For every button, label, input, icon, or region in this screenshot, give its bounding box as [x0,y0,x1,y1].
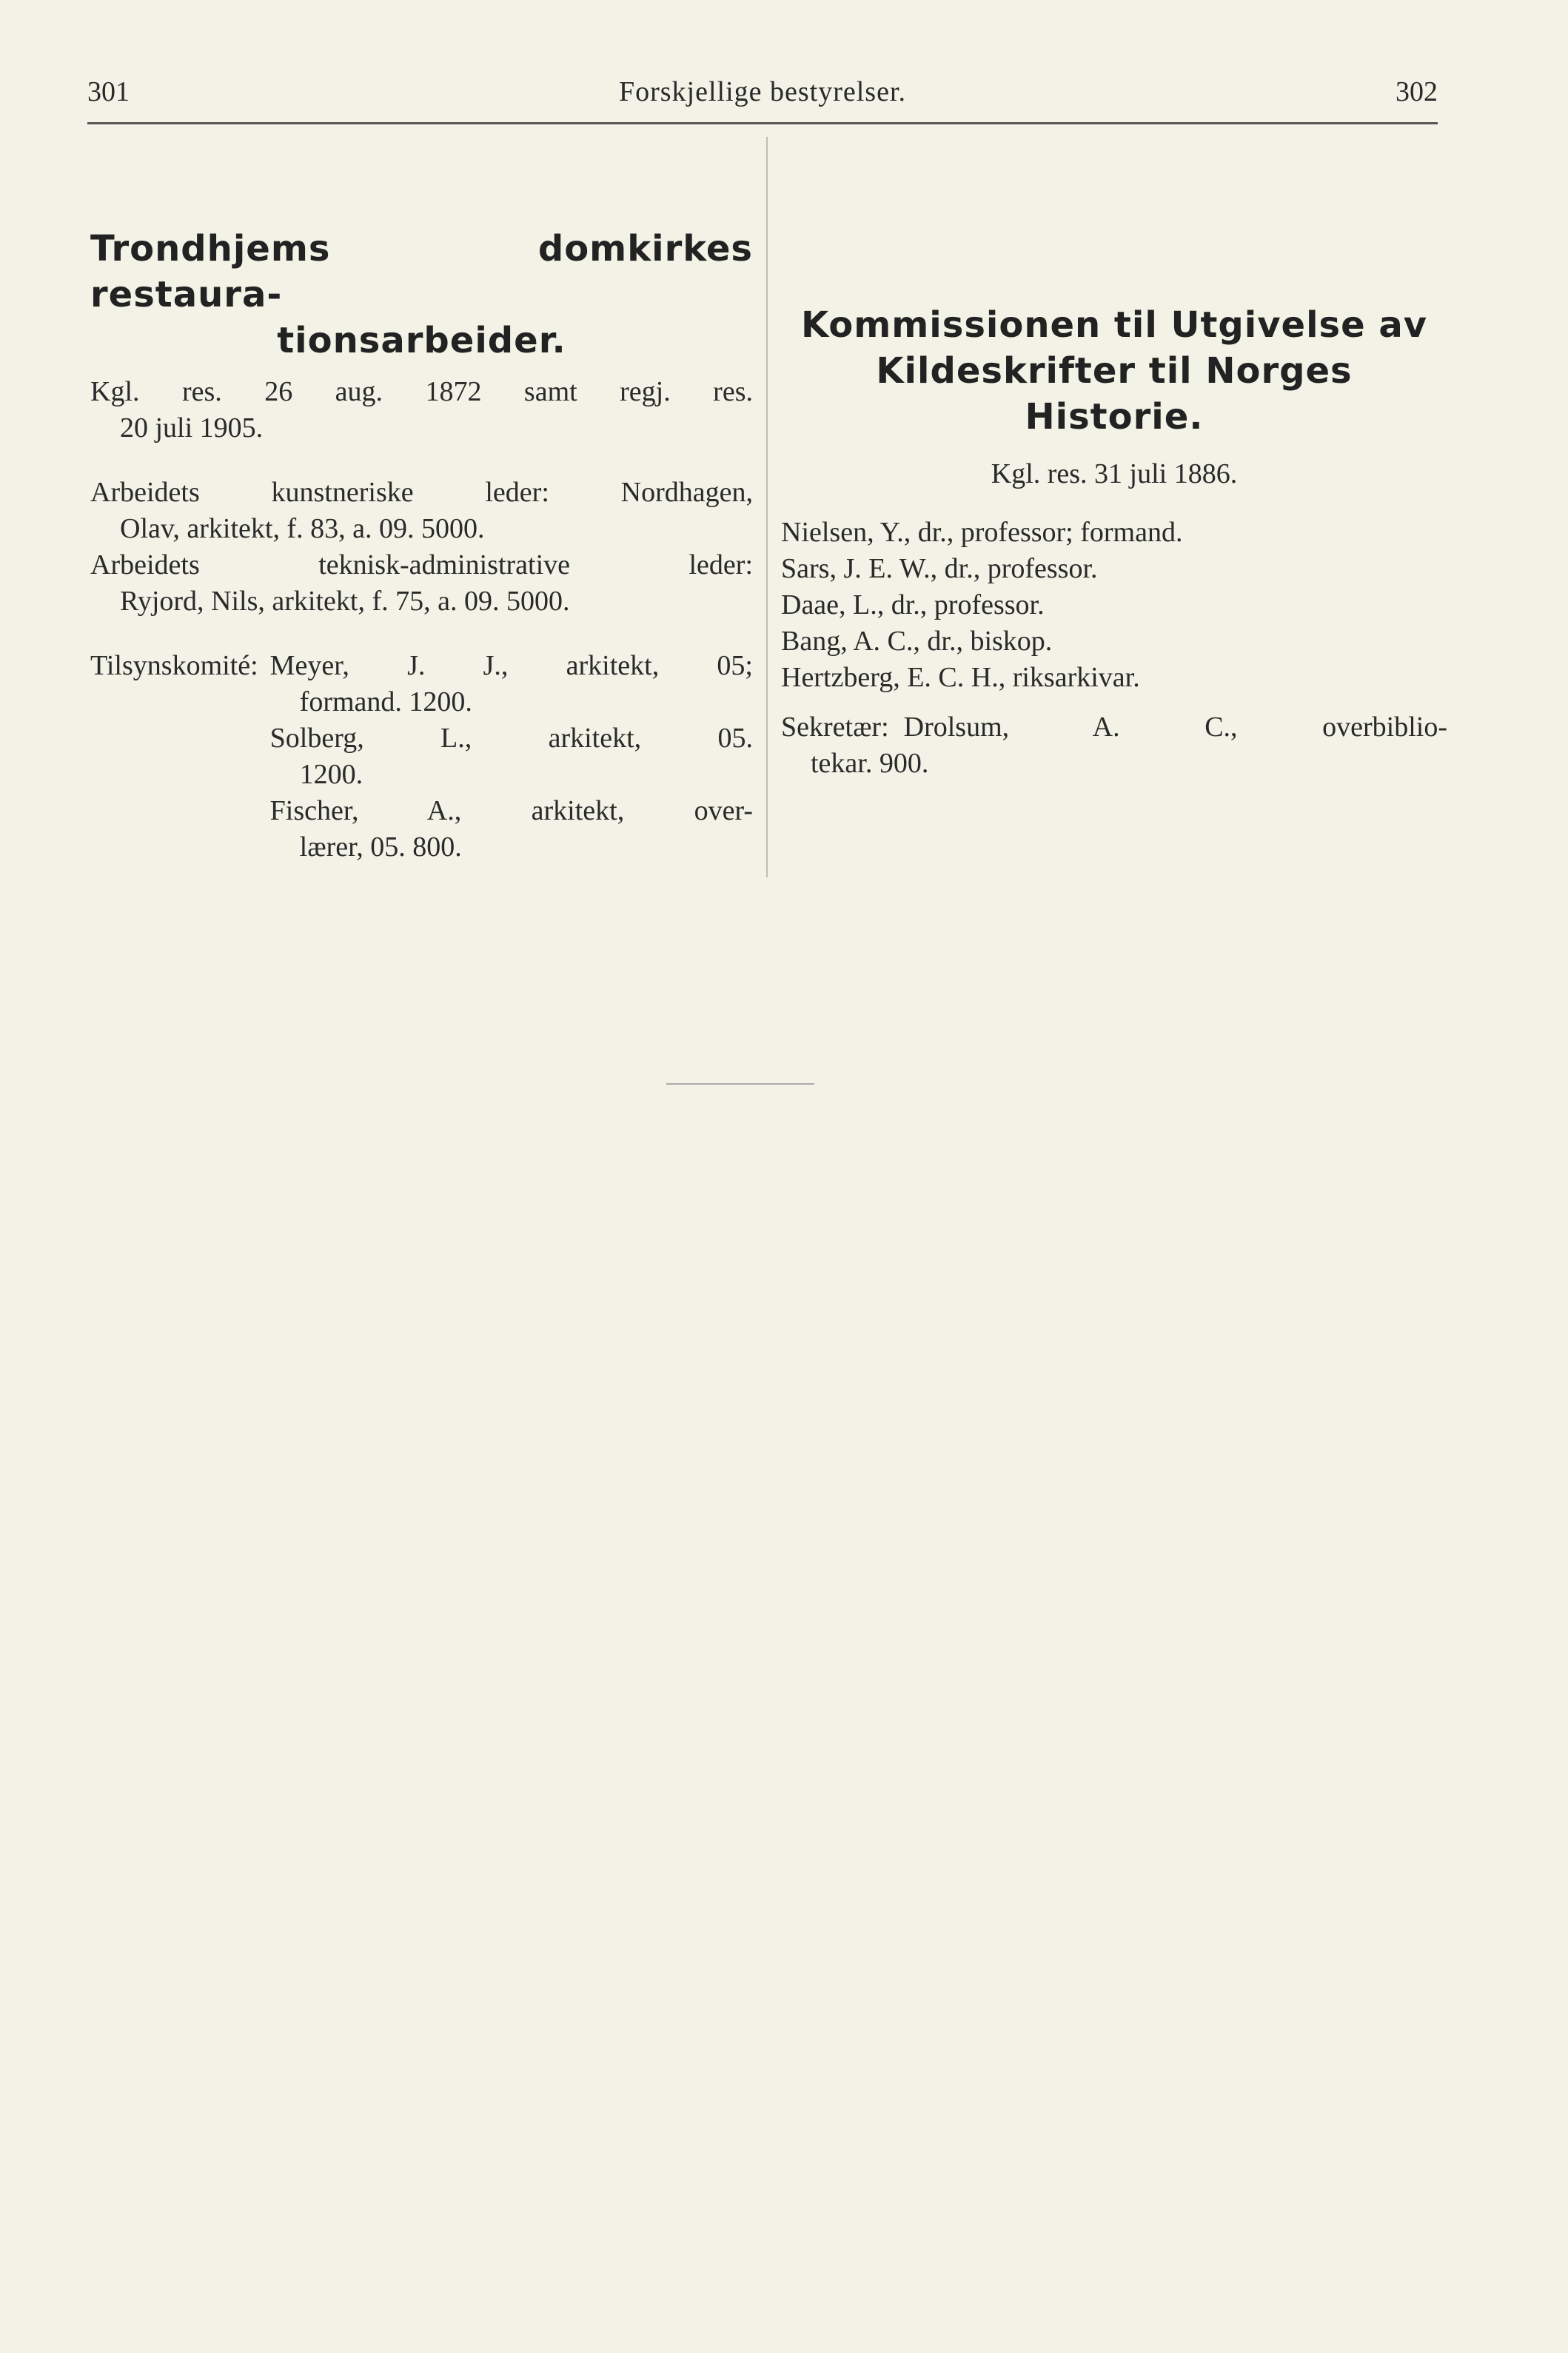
right-title-line2: Kildeskrifter til Norges Historie. [876,350,1353,438]
leader2-line2: Ryjord, Nils, arkitekt, f. 75, a. 09. 5000. [120,586,570,617]
leader1-line1: Arbeidets kunstneriske leder: Nordhagen, [90,477,753,508]
left-res-line1: Kgl. res. 26 aug. 1872 samt regj. res. [90,376,753,407]
committee-member-line1: Meyer, J. J., arkitekt, 05; [269,650,753,681]
member-line: Sars, J. E. W., dr., professor. [781,553,1098,584]
left-column [90,226,753,866]
secretary-block [781,709,1447,746]
running-title: Forskjellige bestyrelser. [618,76,907,107]
committee-member-line2: formand. 1200. [299,686,472,717]
committee-block [90,648,753,866]
secretary-label: Sekretær: [781,712,889,743]
header-rule [87,122,1438,124]
member-line: Hertzberg, E. C. H., riksarkivar. [781,662,1140,693]
right-column [781,302,1447,782]
committee-member-line2: 1200. [299,759,363,790]
page-number-right: 302 [1396,76,1438,107]
left-section-title [90,226,753,364]
left-title-line2: tionsarbeider. [277,320,566,361]
column-divider [766,137,768,877]
member-line: Bang, A. C., dr., biskop. [781,626,1053,657]
secretary-line2: tekar. 900. [811,748,929,779]
left-res-line2: 20 juli 1905. [120,412,264,444]
member-line: Nielsen, Y., dr., professor; formand. [781,517,1183,548]
member-line: Daae, L., dr., professor. [781,589,1045,620]
right-section-title [781,302,1447,440]
committee-member-line2: lærer, 05. 800. [299,831,462,863]
leader2-line1: Arbeidets teknisk-administrative leder: [90,549,753,580]
end-rule [666,1083,814,1085]
right-title-line1: Kommissionen til Utgivelse av [800,304,1428,346]
committee-label: Tilsynskomité: [90,650,258,681]
leader1-line2: Olav, arkitekt, f. 83, a. 09. 5000. [120,513,485,544]
right-res: Kgl. res. 31 juli 1886. [991,458,1238,489]
left-title-line1: Trondhjems domkirkes restaura- [90,228,753,315]
page-number-left: 301 [87,76,130,107]
running-header [87,71,1438,116]
secretary-line1: Drolsum, A. C., overbiblio- [903,712,1447,743]
committee-member-line1: Fischer, A., arkitekt, over- [269,795,753,826]
committee-member-line1: Solberg, L., arkitekt, 05. [269,723,753,754]
